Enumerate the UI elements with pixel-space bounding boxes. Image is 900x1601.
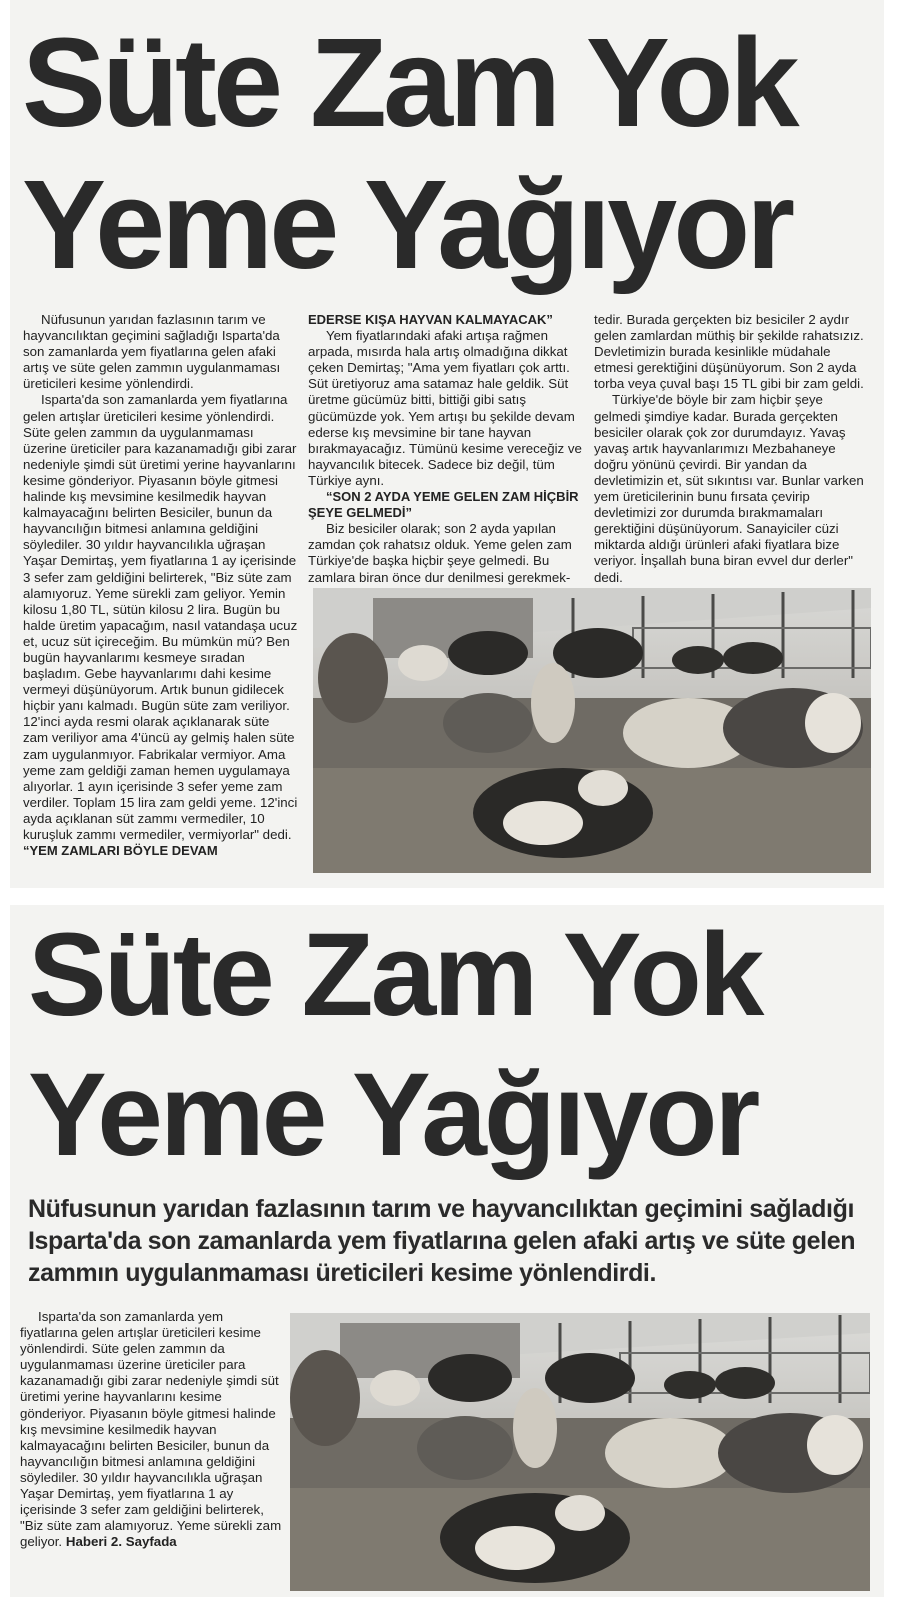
article-paragraph: Nüfusunun yarıdan fazlasının tarım ve hayvancılıktan geçimini sağladığı Isparta'da son zamanlarda yem fiyatlarına gelen afaki artış ve süte gelen zammın uygulanmaması üreticileri kesime yönlendirdi. — [23, 312, 281, 392]
article-paragraph: Isparta'da son zamanlarda yem fiyatlarına gelen artışlar üreticileri kesime yönlendirdi. Süte gelen zammın da uygulanmaması üzerine üreticiler para kazanamadığı gibi zarar nedeniyle şimdi süt üretimi yerine hayvanlarını kesime gönderiyor. Piyasanın böyle gitmesi halinde kış mevsimine kesilmedik hayvan kalmayacağını belirten Besiciler, bunun da hayvancılığın bitmesi anlamına geldiğini söylediler. 30 yıldır hayvancılıkla uğraşan Yaşar Demirtaş, yem fiyatlarına 1 ay içerisinde 3 sefer zam geldiğini belirterek, "Biz süte zam alamıyoruz. Yeme sürekli zam geliyor. Yemin kilosu 1,80 TL, sütün kilosu 2 lira. Bugün bu halde üretim yapacağım, nasıl vatandaşa ucuz et, ucuz süt içireceğim. Bu mümkün mü? Ben bugün hayvanlarımı kesmeye sıradan başladım. Gebe hayvanlarımı dahi kesime vermeyi düşünüyorum. Artık bunun gidilecek hiçbir yanı kalmadı. Bugün süte zam veriliyor. 12'inci ayda resmi olarak açıklanarak süte zam veriliyor ama 4'üncü ay gelmiş halen süte zam uygulanmıyor. Fabrikalar vermiyor. Ama yeme zam geldiği zaman hemen uygulamaya alıyorlar. 1 ayın içerisinde 3 sefer yeme zam verdiler. Toplam 15 lira zam geldi yeme. 12'inci ayda açıklanan süt zammı vermediler, 10 kuruşluk zammı vermediler, vermiyorlar" dedi. — [23, 392, 298, 842]
article-body-text: Isparta'da son zamanlarda yem fiyatlarına gelen artışlar üreticileri kesime yönlendirdi. Süte gelen zammın da uygulanmaması üzerine üreticiler para kazanamadığı gibi zarar nedeniyle şimdi süt üretimi yerine hayvanlarını kesime gönderiyor. Piyasanın böyle gitmesi halinde kış mevsimine kesilmedik hayvan kalmayacağını belirten Besiciler, bunun da hayvancılığın bitmesi anlamına geldiğini söylediler. 30 yıldır hayvancılıkla uğraşan Yaşar Demirtaş, yem fiyatlarına 1 ay içerisinde 3 sefer zam geldiğini belirterek, "Biz süte zam alamıyoruz. Yeme sürekli zam geliyor. — [20, 1309, 282, 1550]
article-paragraph: Yem fiyatlarındaki afaki artışa rağmen arpada, mısırda hala artış olmadığına dikkat çeken Demirtaş; "Ama yem fiyatları çok arttı. Süt üretiyoruz ama satamaz hale geldik. Süt üretme gücümüz bitti, bittiği gibi satış gücümüzde yok. Yem artışı bu şekilde devam ederse kış mevsimine bir tane hayvan bırakmayacağız. Tümünü kesime vereceğiz ve hayvancılık bitecek. Sadece biz değil, tüm Türkiye aynı. — [308, 328, 582, 488]
headline-line-1: Süte Zam Yok — [22, 12, 796, 153]
article-paragraph: Biz besiciler olarak; son 2 ayda yapılan zamdan çok rahatsız olduk. Yeme gelen zam Türkiye'de başka hiçbir şeye gelmedi. Bu zamlara biran önce dur denilmesi gerekmek- — [308, 521, 572, 585]
subheading: “SON 2 AYDA YEME GELEN ZAM HİÇBİR ŞEYE GELMEDİ” — [308, 489, 579, 521]
lead-paragraph: Nüfusunun yarıdan fazlasının tarım ve hayvancılıktan geçimini sağladığı Isparta'da son zamanlarda yem fiyatlarına gelen afaki artış ve süte gelen zammın uygulanmaması üreticileri kesime yönlendirdi. — [28, 1195, 856, 1287]
article-paragraph: Türkiye'de böyle bir zam hiçbir şeye gelmedi şimdiye kadar. Burada gerçekten besiciler olarak çok zor durumdayız. Yavaş yavaş artık hayvanlarımızı Mezbahaneye doğru yönünü çevirdi. Bir yandan da devletimizin et, süt sıkıntısı var. Bunlar varken yem üreticilerinin bunu fırsata çevirip devletimizi zor durumda bırakmamaları gerektiğini düşünüyorum. Sanayiciler cüzi miktarda aldığı ürünleri afaki fiyatlara bize veriyor. İnşallah buna biran evvel dur derler" dedi. — [594, 392, 864, 585]
headline-line-2: Yeme Yağıyor — [28, 1049, 758, 1181]
page-reference: Haberi 2. Sayfada — [65, 1534, 177, 1550]
article-paragraph: tedir. Burada gerçekten biz besiciler 2 aydır gelen zamlardan müthiş bir şekilde rahatsızız. Devletimizin burada kesinlikle müdahale etmesi gerektiğini düşünüyorum. Son 2 ayda torba veya çuval başı 15 TL gibi bir zam geldi. — [594, 312, 864, 392]
newspaper-clipping-1 — [10, 0, 884, 888]
cattle-barn-illustration — [313, 588, 871, 873]
subheading-continued: EDERSE KIŞA HAYVAN KALMAYACAK” — [308, 312, 553, 327]
cattle-barn-illustration — [290, 1313, 870, 1591]
newspaper-clipping-2 — [10, 905, 884, 1597]
headline-line-2: Yeme Yağıyor — [22, 154, 792, 295]
cattle-barn-photo — [313, 588, 871, 873]
article-column — [20, 1309, 282, 1550]
subheading: “YEM ZAMLARI BÖYLE DEVAM — [23, 843, 218, 859]
article-column-3 — [594, 312, 872, 586]
headline-line-1: Süte Zam Yok — [28, 909, 762, 1041]
article-column-1 — [23, 312, 298, 859]
article-column-2 — [308, 312, 586, 586]
article-paragraph — [20, 1309, 282, 1550]
cattle-barn-photo — [290, 1313, 870, 1591]
